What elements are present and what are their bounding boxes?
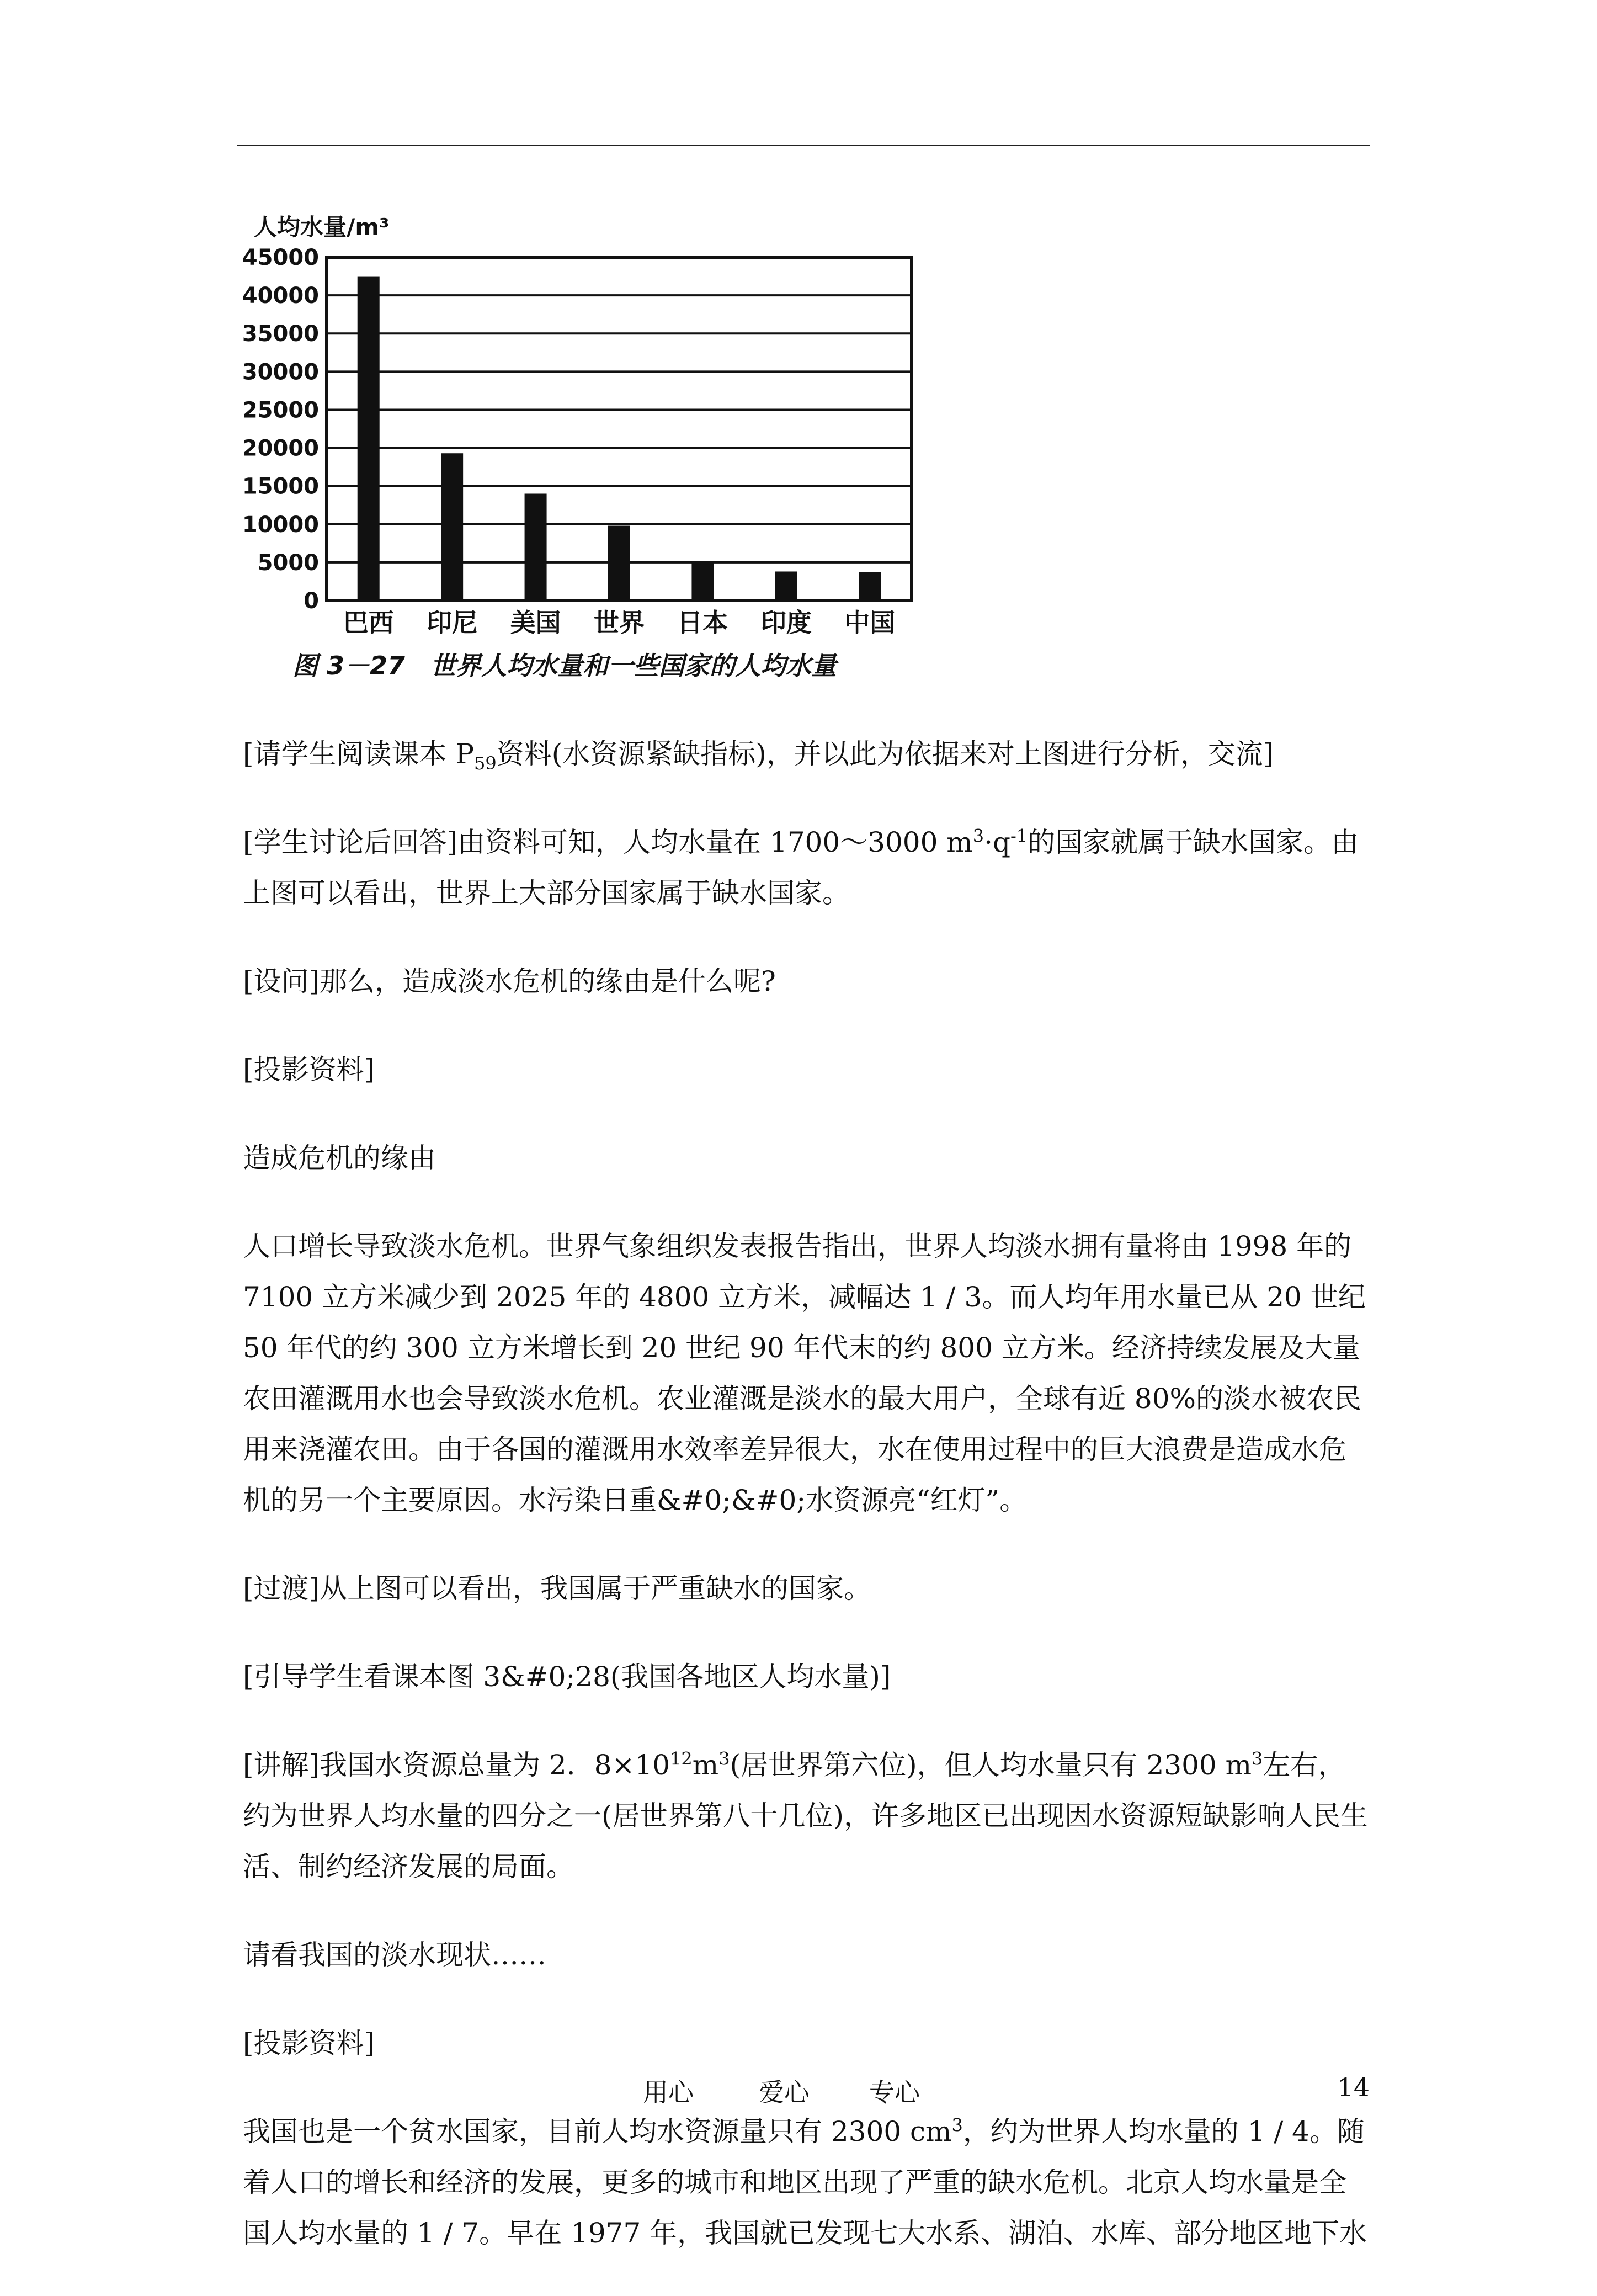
footer-motto-3: 专心 [869,2077,920,2107]
y-tick-label: 40000 [242,283,319,309]
x-category-label: 巴西 [343,608,394,637]
x-category-label: 世界 [594,608,645,637]
page-number: 14 [1337,2072,1370,2102]
bar-6 [775,571,797,600]
y-tick-label: 30000 [242,359,319,385]
y-tick-label: 15000 [242,474,319,499]
x-category-label: 日本 [677,608,728,637]
bar-4 [608,526,630,600]
footer-motto-1: 用心 [643,2077,694,2107]
chart-caption: 图 3－27 世界人均水量和一些国家的人均水量 [292,651,837,681]
y-axis-unit-label: 人均水量/m³ [254,214,390,241]
paragraph-explanation: [讲解]我国水资源总量为 2．$8\times 10^{12}m^3$(居世界第六位)，但人均水量只有 2300 $m^3$左右，约为世界人均水量的四分之一(居世界第八十几位)，许多地区已出现因水资源短缺影响人民生活、制约经济发展的局面。 [243,1748,1369,1883]
paragraph-china-status: 请看我国的淡水现状…… [243,1939,546,1971]
paragraph-crisis-causes-heading: 造成危机的缘由 [243,1142,436,1174]
body-text [243,729,1370,2296]
paragraph-guide-figure: [引导学生看课本图 3&#0;28(我国各地区人均水量)] [243,1661,891,1693]
x-category-label: 印度 [760,608,812,637]
paragraph-projection-label: [投影资料] [243,1054,375,1086]
paragraph-transition: [过渡]从上图可以看出，我国属于严重缺水的国家。 [243,1572,872,1604]
bar-7 [859,572,881,600]
y-tick-label: 35000 [242,321,319,347]
paragraph-read-textbook: [请学生阅读课本 $P_{59}$资料(水资源紧缺指标)，并以此为依据来对上图进行分析，交流] [243,738,1274,774]
bar-1 [358,277,380,600]
header-rule [237,145,1370,146]
x-category-label: 中国 [844,608,896,637]
y-tick-label: 10000 [242,512,319,538]
x-axis-category-labels [343,608,896,637]
bar-5 [691,561,714,600]
y-tick-label: 45000 [242,245,319,270]
paragraph-question: [设问]那么，造成淡水危机的缘由是什么呢? [243,965,776,997]
water-per-capita-bar-chart [237,210,933,690]
bar-2 [441,453,463,600]
y-tick-label: 20000 [242,435,319,461]
y-tick-label: 25000 [242,397,319,423]
footer-motto-2: 爱心 [759,2077,810,2107]
paragraph-projection-label-2: [投影资料] [243,2027,375,2059]
x-category-label: 印尼 [427,608,478,637]
y-axis-tick-labels [242,245,319,614]
paragraph-student-answer: [学生讨论后回答]由资料可知，人均水量在 1700～3000 $m^3\cdot q^{-1}$的国家就属于缺水国家。由上图可以看出，世界上大部分国家属于缺水国家。 [243,825,1359,909]
page-footer [0,2072,1597,2111]
y-tick-label: 0 [304,588,319,614]
paragraph-china-water-poor: 我国也是一个贫水国家，目前人均水资源量只有 2300 $cm^3$，约为世界人均水量的 1 / 4。随着人口的增长和经济的发展，更多的城市和地区出现了严重的缺水危机。北京人均水量是全国人均水量的 1 / 7。早在 1977 年，我国就已发现七大水系、湖泊、水库、部分地区地下水 [243,2114,1367,2249]
paragraph-population-growth: 人口增长导致淡水危机。世界气象组织发表报告指出，世界人均淡水拥有量将由 1998 年的 7100 立方米减少到 2025 年的 4800 立方米，减幅达 1 / 3。而人均年用水量已从 20 世纪 50 年代的约 300 立方米增长到 20 世纪 90 年代末的约 800 立方米。经济持续发展及大量农田灌溉用水也会导致淡水危机。农业灌溉是淡水的最大用户，全球有近 80%的淡水被农民用来浇灌农田。由于各国的灌溉用水效率差异很大，水在使用过程中的巨大浪费是造成水危机的另一个主要原因。水污染日重&#0;&#0;水资源亮“红灯”。 [243,1230,1366,1516]
x-category-label: 美国 [510,608,561,637]
chart-bars [358,277,881,600]
bar-3 [525,493,547,600]
y-tick-label: 5000 [257,550,319,576]
